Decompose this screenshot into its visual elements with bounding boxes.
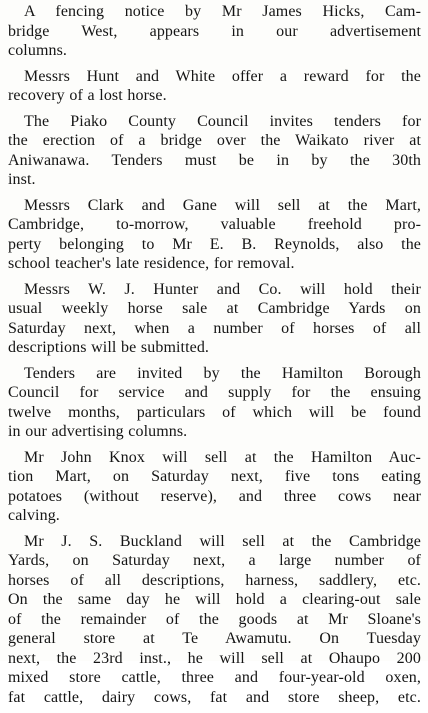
text-line: horses of all descriptions, harness, saddlery, etc. (8, 571, 421, 589)
text-line: Messrs Hunt and White offer a reward for the (24, 67, 421, 85)
paragraph-borough-tenders (8, 364, 421, 442)
text-line: fat cattle, dairy cows, fat and store sheep, etc. (8, 688, 421, 706)
text-line: tion Mart, on Saturday next, five tons eating (8, 468, 421, 485)
paragraph-auction-mart (8, 448, 421, 526)
text-line: Saturday next, when a number of horses of all (8, 319, 421, 337)
text-line: Messrs Clark and Gane will sell at the Mart, (24, 196, 421, 214)
paragraph-horse-sale (8, 280, 421, 358)
text-line: On the same day he will hold a clearing-out sale (8, 591, 421, 608)
text-line: Yards, on Saturday next, a large number of (8, 552, 421, 569)
text-line: potatoes (without reserve), and three cows near (8, 487, 421, 505)
text-line: usual weekly horse sale at Cambridge Yards on (8, 300, 421, 317)
text-line: columns. (8, 42, 68, 59)
text-line: in our advertising columns. (8, 423, 188, 440)
text-line: Aniwanawa. Tenders must be in by the 30th (8, 151, 421, 169)
text-line: next, the 23rd inst., he will sell at Ohaupo 200 (8, 649, 421, 667)
text-line: descriptions will be submitted. (8, 339, 210, 356)
text-line: Cambridge, to-morrow, valuable freehold pro- (8, 216, 421, 233)
paragraph-fencing-notice (8, 2, 421, 61)
text-line: Council for service and supply for the ensuing (8, 384, 421, 401)
paragraph-bridge-tenders (8, 112, 421, 190)
text-line: calving. (8, 507, 60, 524)
text-line: The Piako County Council invites tenders for (24, 112, 421, 130)
text-line: recovery of a lost horse. (8, 87, 167, 104)
text-line: Messrs W. J. Hunter and Co. will hold their (24, 280, 421, 298)
text-line: general store at Te Awamutu. On Tuesday (8, 630, 421, 647)
text-line: mixed store cattle, three and four-year-old oxen, (8, 669, 421, 686)
paragraph-freehold-sale (8, 196, 421, 274)
paragraph-buckland-sale (8, 532, 421, 708)
text-line: twelve months, particulars of which will be found (8, 403, 421, 421)
text-line: Mr John Knox will sell at the Hamilton Auc- (24, 448, 421, 466)
text-line: of the remainder of the goods at Mr Sloane's (8, 610, 421, 628)
text-line: the erection of a bridge over the Waikato river at (8, 132, 421, 149)
text-line: school teacher's late residence, for removal. (8, 255, 295, 272)
text-line: Tenders are invited by the Hamilton Borough (24, 364, 421, 382)
news-column (8, 2, 421, 713)
text-line: Mr J. S. Buckland will sell at the Cambridge (24, 532, 421, 550)
paragraph-lost-horse (8, 67, 421, 106)
text-line: perty belonging to Mr E. B. Reynolds, also the (8, 235, 421, 253)
text-line: A fencing notice by Mr James Hicks, Cam- (24, 3, 421, 20)
text-line: bridge West, appears in our advertisement (8, 22, 421, 40)
text-line: inst. (8, 171, 36, 188)
